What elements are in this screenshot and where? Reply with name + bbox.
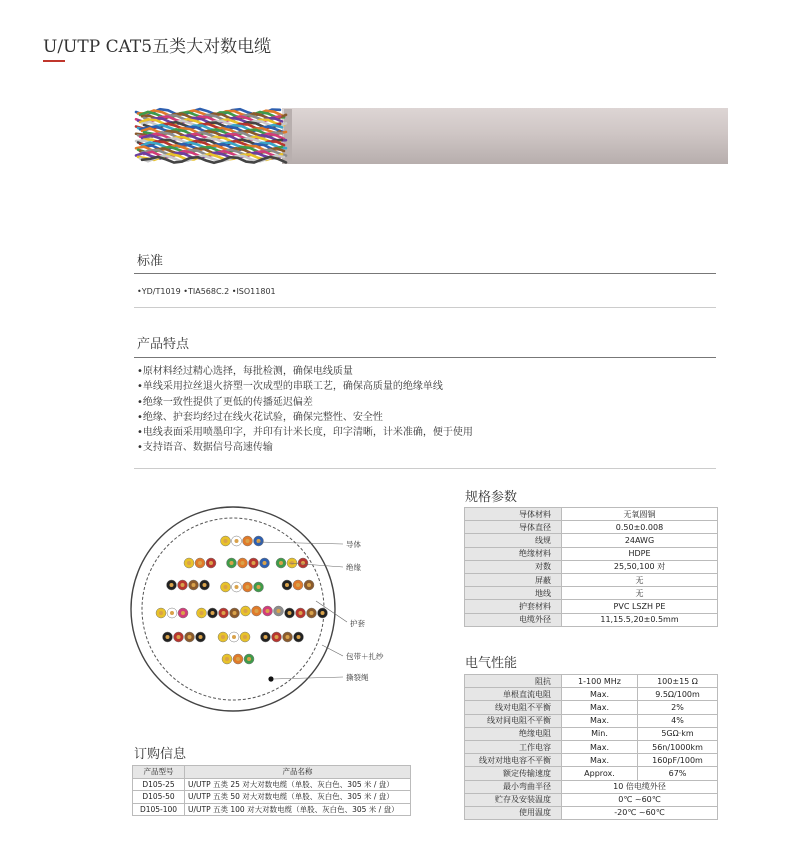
order-name: U/UTP 五类 100 对大对数电缆（单股、灰白色、305 米 / 盘） (185, 803, 411, 816)
order-heading: 订购信息 (134, 747, 187, 762)
spec-row (465, 573, 718, 586)
electrical-label: 使用温度 (465, 806, 562, 819)
spec-label: 导体直径 (465, 521, 562, 534)
spec-value: 无 (562, 587, 718, 600)
order-name: U/UTP 五类 25 对大对数电缆（单股、灰白色、305 米 / 盘） (185, 778, 411, 791)
features-list (137, 364, 473, 456)
conductor-core (224, 585, 228, 589)
electrical-condition: 1-100 MHz (562, 675, 638, 688)
spec-row (465, 560, 718, 573)
electrical-row (465, 740, 718, 753)
spec-value: 11,15.5,20±0.5mm (562, 613, 718, 626)
electrical-label: 最小弯曲半径 (465, 780, 562, 793)
feature-item: •电线表面采用喷墨印字，并印有计米长度，印字清晰，计米准确，便于使用 (137, 427, 473, 439)
conductor-core (181, 583, 185, 587)
spec-label: 电缆外径 (465, 613, 562, 626)
spec-label: 线规 (465, 534, 562, 547)
title-accent-bar (43, 60, 65, 62)
standard-list: •YD/T1019 •TIA568C.2 •ISO11801 (137, 287, 276, 296)
conductor-core (307, 583, 311, 587)
conductor-core (321, 611, 325, 615)
electrical-condition: Max. (562, 714, 638, 727)
label-ripcord: 撕裂绳 (346, 673, 369, 682)
conductor-core (235, 585, 239, 589)
conductor-core (181, 611, 185, 615)
electrical-row (465, 780, 718, 793)
spec-label: 护套材料 (465, 600, 562, 613)
conductor-core (170, 583, 174, 587)
electrical-value: -20℃ ~60℃ (562, 806, 718, 819)
conductor-core (177, 635, 181, 639)
electrical-condition: Max. (562, 701, 638, 714)
spec-label: 对数 (465, 560, 562, 573)
conductor-core (166, 635, 170, 639)
label-tape-binder: 包带＋扎纱 (346, 652, 384, 661)
electrical-condition: Max. (562, 754, 638, 767)
conductor-core (247, 657, 251, 661)
conductor-core (263, 561, 267, 565)
twisted-pairs (136, 109, 286, 163)
electrical-value: 100±15 Ω (638, 675, 718, 688)
spec-label: 绝缘材料 (465, 547, 562, 560)
spec-row (465, 521, 718, 534)
electrical-row (465, 806, 718, 819)
feature-item: •绝缘一致性提供了更低的传播延迟偏差 (137, 396, 313, 408)
conductor-core (279, 561, 283, 565)
electrical-label: 绝缘电阻 (465, 727, 562, 740)
spec-table (464, 507, 718, 627)
conductor-core (264, 635, 268, 639)
conductor-core (275, 635, 279, 639)
electrical-row (465, 727, 718, 740)
electrical-row (465, 754, 718, 767)
electrical-label: 额定传输速度 (465, 767, 562, 780)
electrical-value: 67% (638, 767, 718, 780)
electrical-value: 0℃ ~60℃ (562, 793, 718, 806)
feature-item: •单线采用拉丝退火挤塑一次成型的串联工艺，确保高质量的绝缘单线 (137, 381, 443, 393)
conductor-core (299, 611, 303, 615)
order-table (132, 765, 411, 816)
feature-item: •原材料经过精心选择，每批检测，确保电线质量 (137, 366, 353, 377)
electrical-value: 56n/1000km (638, 740, 718, 753)
spec-value: PVC LSZH PE (562, 600, 718, 613)
conductor-core (236, 657, 240, 661)
order-row (133, 791, 411, 804)
electrical-value: 5GΩ·km (638, 727, 718, 740)
conductor-core (277, 609, 281, 613)
conductor-core (252, 561, 256, 565)
spec-row (465, 508, 718, 521)
conductor-core (310, 611, 314, 615)
conductor-core (192, 583, 196, 587)
spec-value: 无氧圆铜 (562, 508, 718, 521)
electrical-condition: Min. (562, 727, 638, 740)
spec-value: 无 (562, 573, 718, 586)
conductor-core (241, 561, 245, 565)
electrical-row (465, 714, 718, 727)
electrical-value: 160pF/100m (638, 754, 718, 767)
spec-row (465, 547, 718, 560)
conductor-core (296, 583, 300, 587)
conductor-core (224, 539, 228, 543)
electrical-condition: Max. (562, 688, 638, 701)
electrical-row (465, 767, 718, 780)
conductor-core (199, 635, 203, 639)
order-header-code: 产品型号 (133, 766, 185, 779)
conductor-core (188, 635, 192, 639)
standard-divider (134, 273, 716, 274)
conductor-core (255, 609, 259, 613)
order-row (133, 803, 411, 816)
order-header-name: 产品名称 (185, 766, 411, 779)
conductor-core (203, 583, 207, 587)
conductor-core (209, 561, 213, 565)
conductor-core (285, 583, 289, 587)
conductor-core (266, 609, 270, 613)
conductor-core (286, 635, 290, 639)
conductor-core (232, 635, 236, 639)
electrical-value: 10 倍电缆外径 (562, 780, 718, 793)
spec-row (465, 613, 718, 626)
spec-value: 24AWG (562, 534, 718, 547)
conductor-core (170, 611, 174, 615)
electrical-row (465, 793, 718, 806)
cable-photo (134, 100, 730, 170)
order-code: D105-100 (133, 803, 185, 816)
label-insulation: 绝缘 (346, 563, 361, 572)
spec-label: 地线 (465, 587, 562, 600)
conductor-core (221, 635, 225, 639)
conductor-core (257, 539, 261, 543)
conductor-core (200, 611, 204, 615)
spec-value: 0.50±0.008 (562, 521, 718, 534)
spec-value: 25,50,100 对 (562, 560, 718, 573)
standard-bottom-divider (134, 307, 716, 308)
electrical-table (464, 674, 718, 820)
electrical-condition: Max. (562, 740, 638, 753)
conductor-core (243, 635, 247, 639)
electrical-label: 阻抗 (465, 675, 562, 688)
electrical-label: 单根直流电阻 (465, 688, 562, 701)
electrical-row (465, 675, 718, 688)
conductor-core (187, 561, 191, 565)
conductor-core (198, 561, 202, 565)
conductor-core (235, 539, 239, 543)
spec-value: HDPE (562, 547, 718, 560)
conductor-core (230, 561, 234, 565)
electrical-condition: Approx. (562, 767, 638, 780)
electrical-label: 线对间电阻不平衡 (465, 714, 562, 727)
cable-cross-section-diagram (130, 505, 460, 715)
electrical-row (465, 701, 718, 714)
features-heading: 产品特点 (137, 337, 190, 352)
spec-label: 屏蔽 (465, 573, 562, 586)
conductor-core (246, 539, 250, 543)
standard-heading: 标准 (137, 254, 164, 269)
spec-row (465, 587, 718, 600)
electrical-label: 线对对地电容不平衡 (465, 754, 562, 767)
electrical-heading: 电气性能 (465, 656, 518, 671)
electrical-label: 线对电阻不平衡 (465, 701, 562, 714)
label-conductor: 导体 (346, 540, 361, 549)
conductor-core (233, 611, 237, 615)
spec-row (465, 600, 718, 613)
spec-label: 导体材料 (465, 508, 562, 521)
label-jacket: 护套 (350, 619, 365, 628)
electrical-row (465, 688, 718, 701)
conductor-core (225, 657, 229, 661)
order-name: U/UTP 五类 50 对大对数电缆（单股、灰白色、305 米 / 盘） (185, 791, 411, 804)
order-code: D105-25 (133, 778, 185, 791)
conductor-core (244, 609, 248, 613)
electrical-label: 工作电容 (465, 740, 562, 753)
electrical-value: 9.5Ω/100m (638, 688, 718, 701)
conductor-core (257, 585, 261, 589)
feature-item: •绝缘、护套均经过在线火花试验，确保完整性、安全性 (137, 411, 383, 423)
spec-heading: 规格参数 (465, 490, 518, 505)
conductor-core (288, 611, 292, 615)
conductor-core (211, 611, 215, 615)
electrical-label: 贮存及安装温度 (465, 793, 562, 806)
ripcord (268, 676, 273, 681)
feature-item: •支持语音、数据信号高速传输 (137, 442, 273, 454)
spec-row (465, 534, 718, 547)
features-divider (134, 357, 716, 358)
conductor-core (222, 611, 226, 615)
electrical-value: 4% (638, 714, 718, 727)
order-row (133, 778, 411, 791)
features-bottom-divider (134, 468, 716, 469)
order-code: D105-50 (133, 791, 185, 804)
conductor-core (246, 585, 250, 589)
cable-jacket (282, 108, 728, 164)
electrical-value: 2% (638, 701, 718, 714)
page-title: U/UTP CAT5五类大对数电缆 (43, 37, 272, 57)
conductor-core (297, 635, 301, 639)
conductor-core (159, 611, 163, 615)
